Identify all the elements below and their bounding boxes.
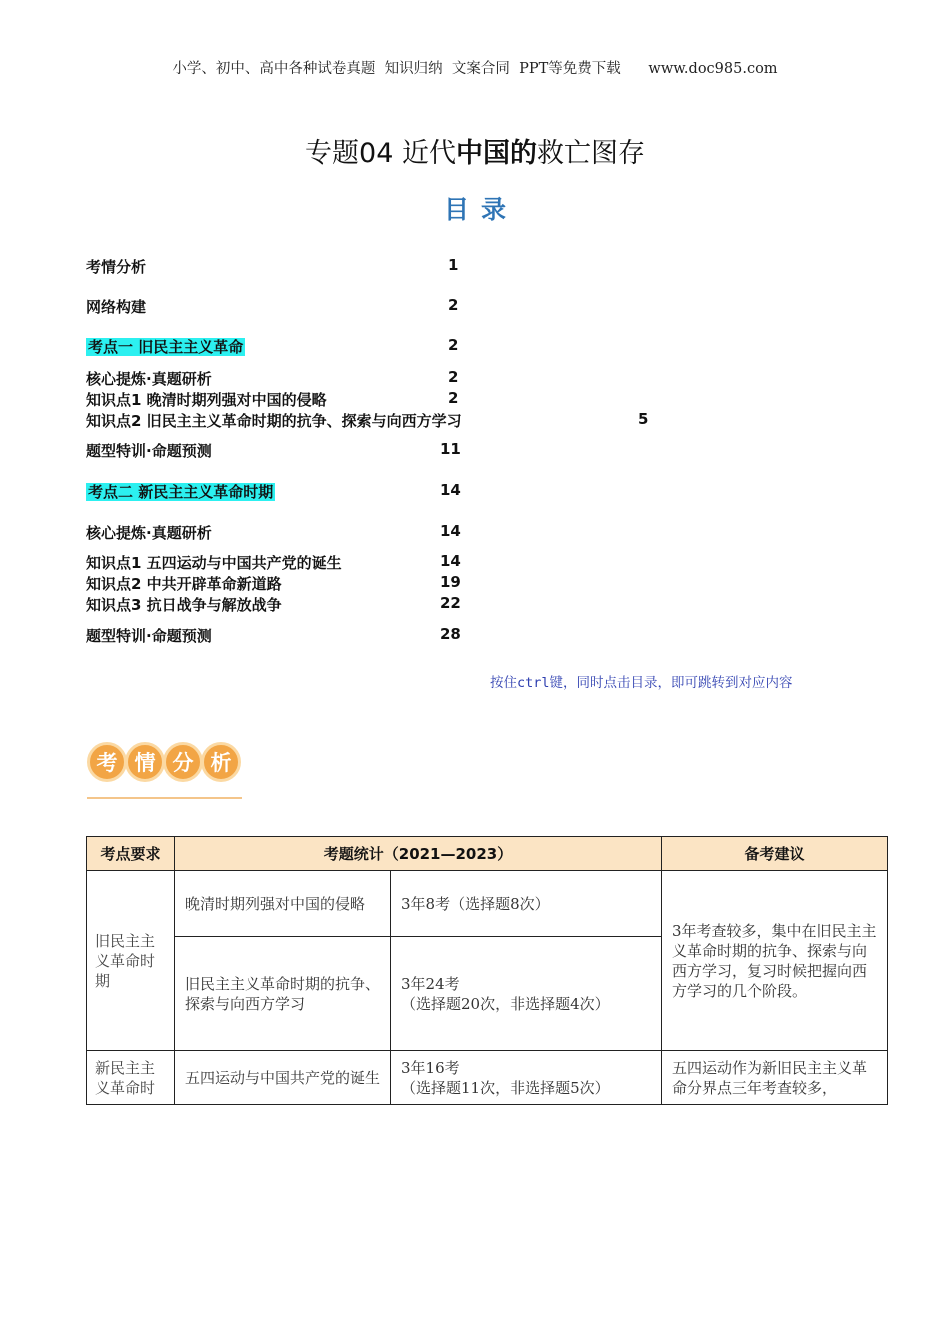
- toc-page: 19: [440, 573, 461, 591]
- toc-item-zhishi-2-1[interactable]: 知识点1 五四运动与中国共产党的诞生: [86, 554, 342, 572]
- stat-cell: 3年24考 （选择题20次，非选择题4次）: [391, 937, 662, 1051]
- section-badge: [87, 740, 247, 800]
- advice-cell: 3年考查较多，集中在旧民主主义革命时期的抗争、探索与向西方学习，复习时候把握向西方学习的几个阶段。: [662, 871, 888, 1051]
- toc-item-hexin-1[interactable]: 核心提炼·真题研析: [86, 370, 212, 388]
- toc-item-tixing-1[interactable]: 题型特训·命题预测: [86, 442, 212, 460]
- badge-char: 情: [125, 742, 165, 782]
- title-prefix: 专题04 近代: [305, 138, 456, 169]
- group-name: 旧民主主义革命时期: [87, 871, 175, 1051]
- badge-char: 析: [201, 742, 241, 782]
- header-advice: 备考建议: [662, 837, 888, 871]
- toc-page: 14: [440, 552, 461, 570]
- badge-underline: [87, 797, 242, 799]
- toc-item-zhishi-2-2[interactable]: 知识点2 中共开辟革命新道路: [86, 575, 282, 593]
- topic-cell: 旧民主主义革命时期的抗争、探索与向西方学习: [175, 937, 391, 1051]
- header-statistics: 考题统计（2021—2023）: [175, 837, 662, 871]
- topic-cell: 晚清时期列强对中国的侵略: [175, 871, 391, 937]
- toc-highlight: 考点一 旧民主主义革命: [88, 338, 244, 356]
- toc-item-zhishi-1-1[interactable]: 知识点1 晚清时期列强对中国的侵略: [86, 391, 327, 409]
- toc-heading: 目录: [443, 195, 518, 224]
- toc-page: 2: [448, 296, 459, 314]
- toc-page: 2: [448, 336, 459, 354]
- topic-cell: 五四运动与中国共产党的诞生: [175, 1051, 391, 1105]
- title-bold: 中国的: [455, 138, 537, 169]
- header-requirement: 考点要求: [87, 837, 175, 871]
- toc-item-kaoqing[interactable]: 考情分析: [86, 258, 147, 276]
- toc-item-zhishi-1-2[interactable]: 知识点2 旧民主主义革命时期的抗争、探索与向西方学习: [86, 412, 462, 430]
- stat-cell: 3年8考（选择题8次）: [391, 871, 662, 937]
- toc-page: 1: [448, 256, 459, 274]
- toc-item-zhishi-2-3[interactable]: 知识点3 抗日战争与解放战争: [86, 596, 282, 614]
- toc-page: 11: [440, 440, 461, 458]
- site-banner: 小学、初中、高中各种试卷真题 知识归纳 文案合同 PPT等免费下载 www.doc985.com: [172, 61, 778, 77]
- toc-item-wangluo[interactable]: 网络构建: [86, 298, 147, 316]
- advice-cell: 五四运动作为新旧民主主义革命分界点三年考查较多，: [662, 1051, 888, 1105]
- badge-char: 考: [87, 742, 127, 782]
- table-row: [87, 1051, 888, 1105]
- toc-item-hexin-2[interactable]: 核心提炼·真题研析: [86, 524, 212, 542]
- toc-highlight: 考点二 新民主主义革命时期: [88, 483, 274, 501]
- group-name: 新民主主义革命时: [87, 1051, 175, 1105]
- toc-page: 14: [440, 522, 461, 540]
- toc-page: 5: [638, 410, 649, 428]
- toc-hint: 按住ctrl键，同时点击目录，即可跳转到对应内容: [490, 675, 793, 691]
- toc-item-kaodian-1[interactable]: [86, 336, 245, 357]
- badge-char: 分: [163, 742, 203, 782]
- toc-page: 14: [440, 481, 461, 499]
- toc-page: 2: [448, 368, 459, 386]
- toc-item-tixing-2[interactable]: 题型特训·命题预测: [86, 627, 212, 645]
- page-title: [0, 131, 950, 170]
- toc-page: 28: [440, 625, 461, 643]
- stat-cell: 3年16考 （选择题11次，非选择题5次）: [391, 1051, 662, 1105]
- toc-item-kaodian-2[interactable]: [86, 481, 275, 502]
- toc-page: 2: [448, 389, 459, 407]
- title-suffix: 救亡图存: [536, 138, 645, 169]
- toc-page: 22: [440, 594, 461, 612]
- table-header-row: [87, 837, 888, 871]
- table-row: [87, 871, 888, 937]
- exam-analysis-table: [86, 836, 888, 1105]
